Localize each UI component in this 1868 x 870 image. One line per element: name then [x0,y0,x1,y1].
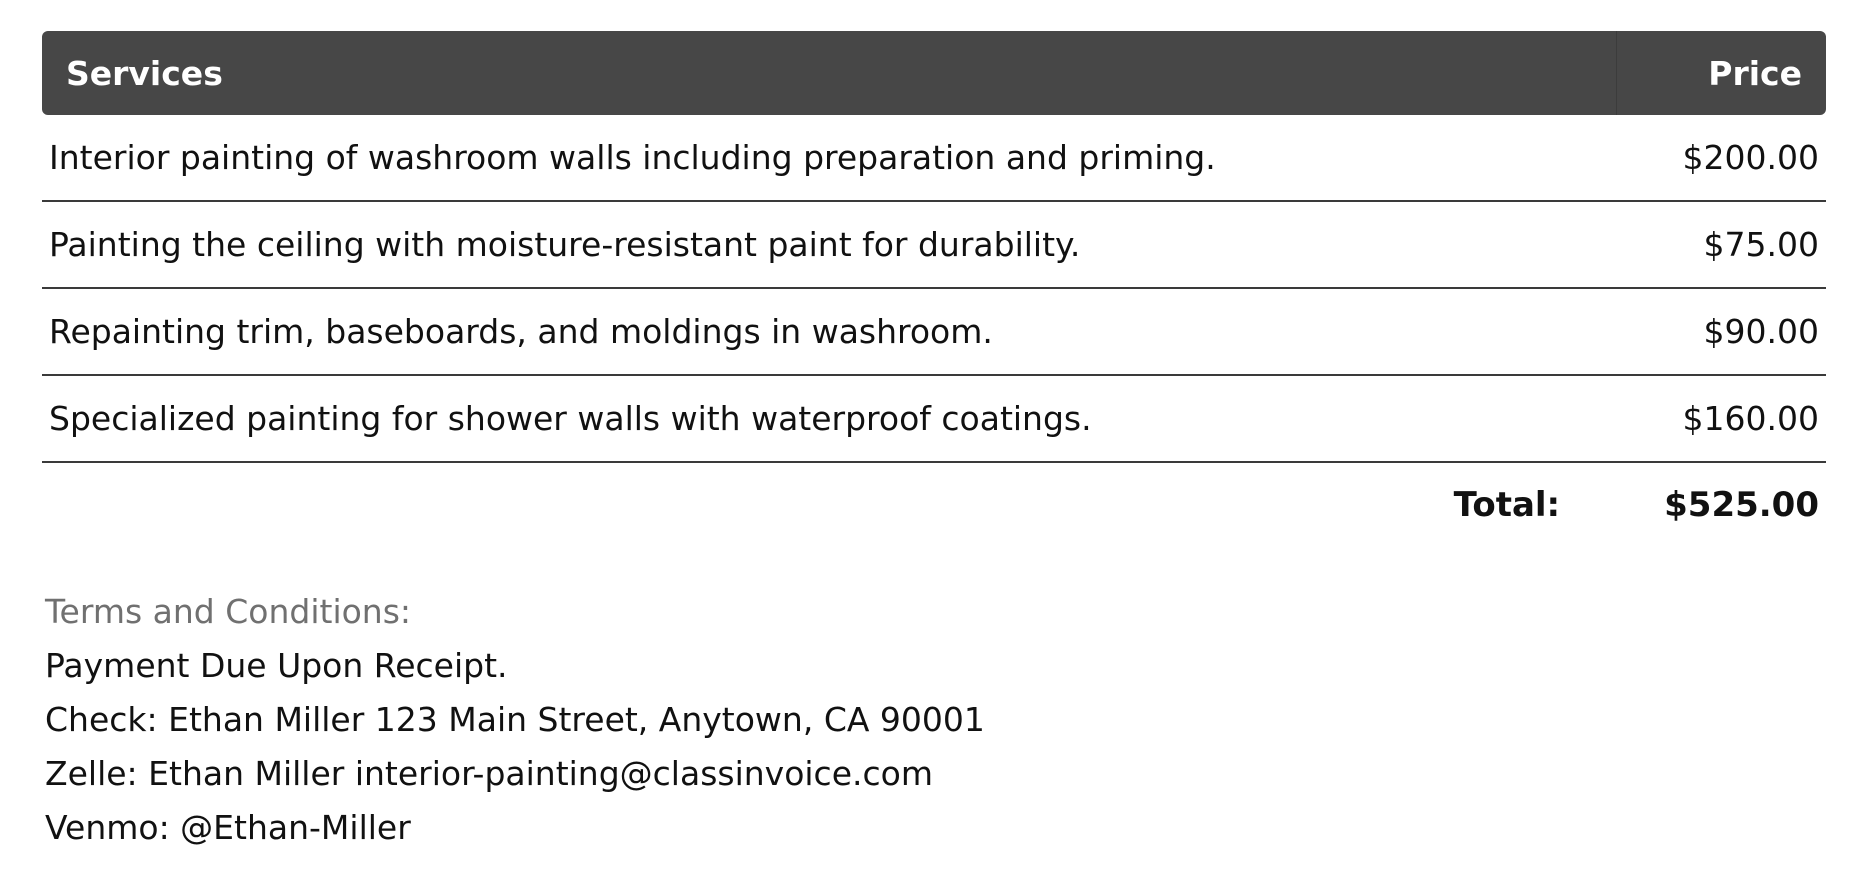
service-description: Repainting trim, baseboards, and moldings in washroom. [49,312,993,351]
services-column-header: Services [66,53,223,93]
service-price: $200.00 [1682,138,1819,177]
payment-due-line: Payment Due Upon Receipt. [45,646,508,685]
service-price: $75.00 [1703,225,1819,264]
invoice [42,31,1826,855]
table-header [42,31,1826,115]
check-payment-line: Check: Ethan Miller 123 Main Street, Anytown, CA 90001 [45,700,985,739]
service-description: Specialized painting for shower walls with waterproof coatings. [49,399,1092,438]
total-row [42,463,1826,547]
venmo-payment-line: Venmo: @Ethan-Miller [45,808,411,847]
table-row [42,202,1826,289]
table-row [42,115,1826,202]
service-description: Interior painting of washroom walls including preparation and priming. [49,138,1216,177]
service-description: Painting the ceiling with moisture-resistant paint for durability. [49,225,1081,264]
services-table [42,31,1826,547]
terms-title: Terms and Conditions: [45,592,412,631]
total-label: Total: [1453,485,1561,525]
service-price: $90.00 [1703,312,1819,351]
price-column-header: Price [1616,31,1826,115]
total-value: $525.00 [1664,485,1819,525]
table-row [42,376,1826,463]
terms-section [42,585,1826,855]
zelle-payment-line: Zelle: Ethan Miller interior-painting@classinvoice.com [45,754,933,793]
service-price: $160.00 [1682,399,1819,438]
table-row [42,289,1826,376]
